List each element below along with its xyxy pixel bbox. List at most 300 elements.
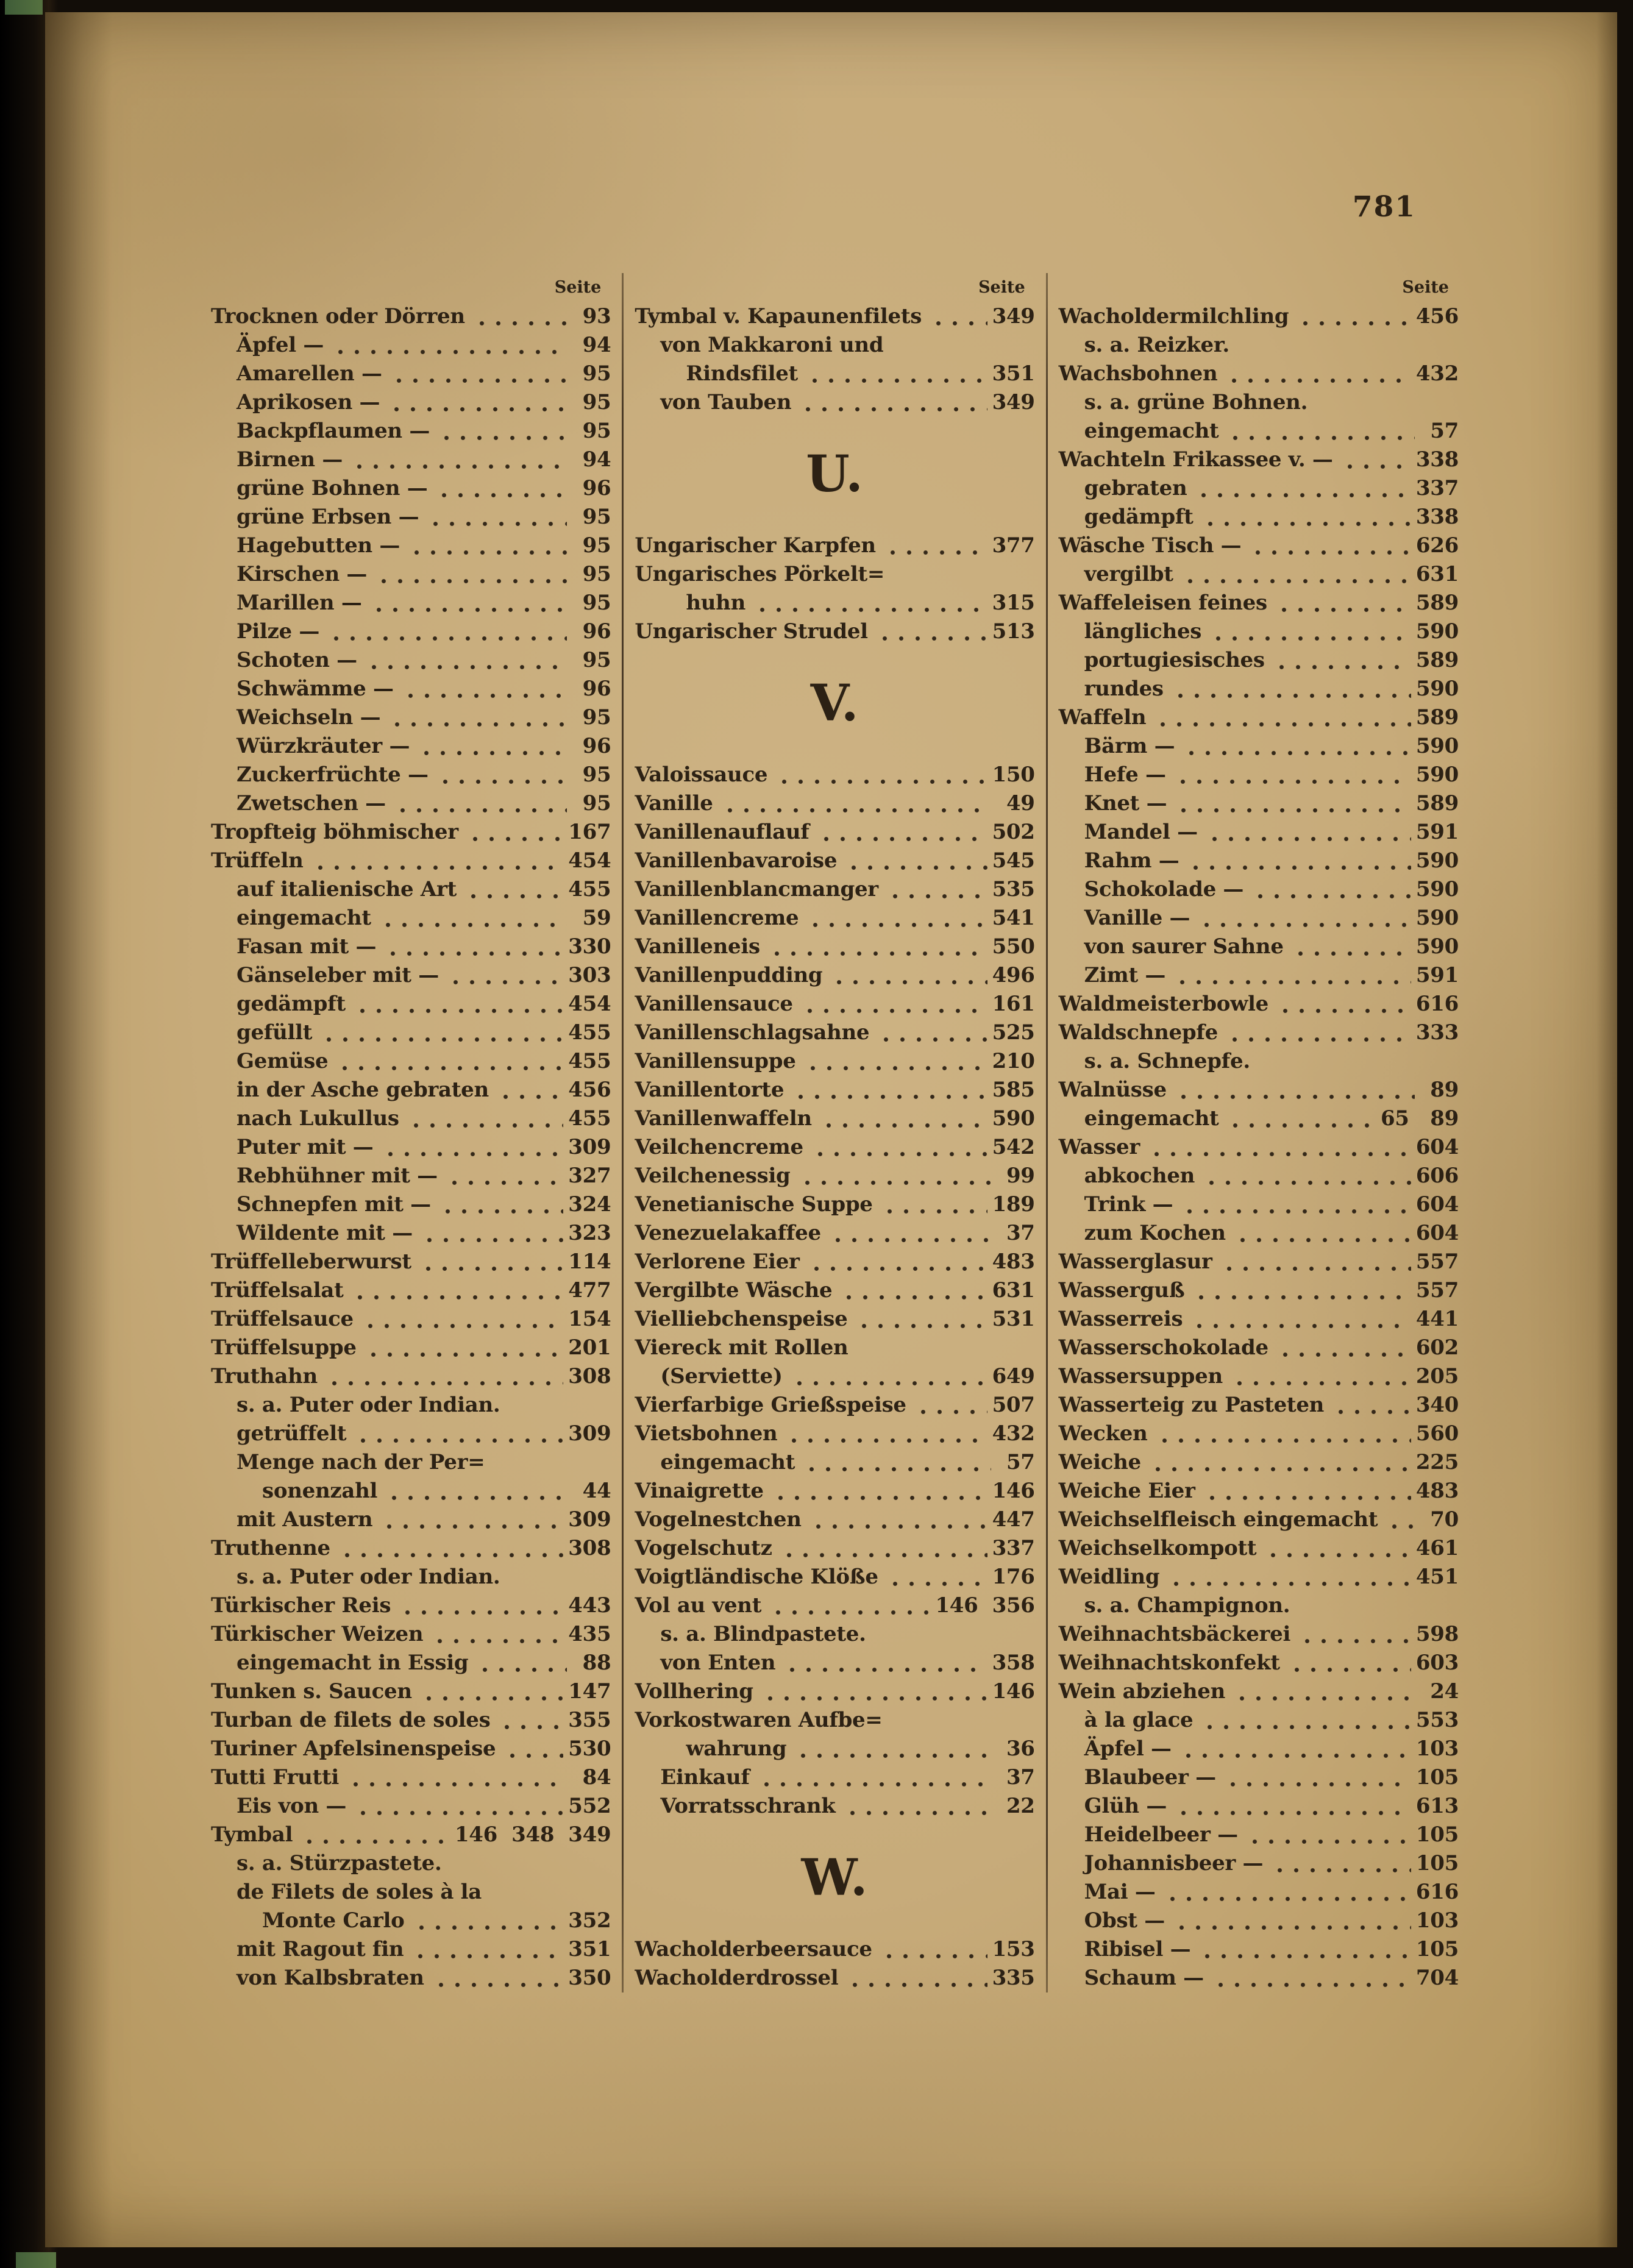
dot-leader — [1167, 1563, 1411, 1591]
entry-label: s. a. grüne Bohnen. — [1084, 390, 1308, 414]
entry-label: Turban de filets de soles — [211, 1708, 491, 1732]
entry-page: 456 — [568, 1078, 611, 1102]
entry-page: 315 — [992, 591, 1035, 615]
dot-leader — [1181, 560, 1411, 589]
entry-label: grüne Erbsen — — [237, 505, 419, 529]
index-entry — [635, 331, 1034, 360]
entry-label: Verlorene Eier — [635, 1250, 800, 1274]
entry-page: 631 — [992, 1278, 1035, 1303]
entry-page: 560 — [1415, 1421, 1459, 1446]
index-entry — [635, 1792, 1034, 1821]
entry-label: Vanille — [635, 791, 713, 816]
dot-leader — [800, 990, 987, 1018]
entry-page: 114 — [568, 1250, 611, 1274]
dot-leader — [446, 961, 563, 990]
dot-leader — [1245, 1821, 1411, 1849]
entry-label: Vanillentorte — [635, 1078, 784, 1102]
index-entry — [635, 1620, 1034, 1649]
entry-page: 303 — [568, 963, 611, 987]
entry-page: 432 — [992, 1421, 1035, 1446]
index-entry — [211, 1420, 611, 1448]
dot-leader — [809, 1505, 987, 1534]
index-entry — [635, 761, 1034, 789]
dot-leader — [335, 1047, 563, 1076]
entry-page: 451 — [1415, 1565, 1459, 1589]
dot-leader — [805, 360, 987, 388]
entry-label: Zimt — — [1084, 963, 1166, 987]
index-entry — [1059, 1219, 1459, 1248]
entry-label: (Serviette) — [660, 1364, 783, 1388]
dot-leader — [354, 1792, 563, 1821]
dot-leader — [1276, 1334, 1411, 1362]
entry-label: Weichselfleisch eingemacht — [1058, 1507, 1378, 1532]
dot-leader — [886, 1563, 987, 1591]
dot-leader — [830, 961, 987, 990]
entry-page: 616 — [1415, 1880, 1459, 1904]
entry-page: 590 — [1415, 877, 1459, 901]
index-entry — [1059, 1677, 1459, 1706]
entry-label: Wacholderdrossel — [635, 1966, 839, 1990]
entry-label: von Tauben — [660, 390, 792, 414]
dot-leader — [497, 1706, 563, 1735]
column-header-seite: Seite — [554, 278, 602, 297]
entry-label: Wasser — [1058, 1135, 1140, 1159]
index-entry — [1059, 560, 1459, 589]
entry-page: 590 — [1415, 848, 1459, 873]
dot-leader — [1296, 302, 1411, 331]
index-entry — [635, 1677, 1034, 1706]
dot-leader — [1201, 503, 1411, 531]
index-entry — [635, 1391, 1034, 1420]
dot-leader — [354, 1420, 563, 1448]
entry-page: 96 — [582, 734, 611, 758]
dot-leader — [385, 1477, 567, 1505]
index-entry — [1059, 1477, 1459, 1505]
entry-page: 95 — [582, 648, 611, 672]
index-entry — [211, 1706, 611, 1735]
entry-label: zum Kochen — [1084, 1221, 1226, 1245]
index-entry — [635, 531, 1034, 560]
dot-leader — [464, 875, 563, 904]
entry-label: rundes — [1084, 677, 1164, 701]
entry-label: Mandel — — [1084, 820, 1198, 844]
index-entry — [211, 1935, 611, 1964]
entry-page: 340 — [1415, 1393, 1459, 1417]
entry-label: Vanilleneis — [635, 934, 760, 959]
dot-leader — [1276, 990, 1411, 1018]
entry-label: Zwetschen — — [237, 791, 386, 816]
dot-leader — [1272, 646, 1411, 675]
dot-leader — [436, 761, 567, 789]
entry-page: 309 — [568, 1507, 611, 1532]
dot-leader — [472, 302, 567, 331]
dot-leader — [1211, 1964, 1411, 1992]
entry-label: eingemacht — [1084, 1106, 1219, 1131]
dot-leader — [369, 589, 567, 617]
index-entry — [211, 1477, 611, 1505]
dot-leader — [1179, 1735, 1411, 1763]
entry-page: 455 — [568, 877, 611, 901]
index-entry — [635, 388, 1034, 417]
entry-page: 99 — [1006, 1164, 1035, 1188]
index-entry — [211, 1276, 611, 1305]
entry-page: 94 — [582, 447, 611, 472]
entry-label: Vanillenwaffeln — [635, 1106, 812, 1131]
entry-page: 338 — [1415, 447, 1459, 472]
index-entry — [211, 1849, 611, 1878]
index-entry — [635, 875, 1034, 904]
section-heading: V. — [810, 674, 859, 733]
dot-leader — [769, 1591, 930, 1620]
binding-ribbon-top — [5, 0, 43, 15]
entry-page: 589 — [1415, 705, 1459, 730]
dot-leader — [828, 1219, 991, 1248]
index-entry — [635, 1935, 1034, 1964]
entry-label: Vorratsschrank — [660, 1794, 836, 1818]
entry-label: Wasserguß — [1058, 1278, 1185, 1303]
entry-page: 591 — [1415, 963, 1459, 987]
dot-leader — [807, 1248, 987, 1276]
dot-leader — [790, 1362, 987, 1391]
index-entry — [635, 1248, 1034, 1276]
index-entry — [1059, 1964, 1459, 1992]
index-entry — [1059, 703, 1459, 732]
entry-page: 557 — [1415, 1278, 1459, 1303]
entry-label: Glüh — — [1084, 1794, 1167, 1818]
entry-page: 455 — [568, 1049, 611, 1073]
index-entry — [211, 1104, 611, 1133]
dot-leader — [1173, 761, 1411, 789]
dot-leader — [338, 1534, 563, 1563]
index-entry — [635, 818, 1034, 847]
entry-label: von Kalbsbraten — [237, 1966, 424, 1990]
entry-page: 103 — [1415, 1908, 1459, 1933]
entry-page: 57 — [1006, 1450, 1035, 1474]
entry-label: s. a. Blindpastete. — [660, 1622, 866, 1646]
index-entry — [211, 617, 611, 646]
entry-label: Menge nach der Per= — [237, 1450, 485, 1474]
dot-leader — [843, 1792, 991, 1821]
index-entry — [635, 789, 1034, 818]
entry-page: 147 — [568, 1679, 611, 1704]
dot-leader — [1226, 417, 1415, 446]
dot-leader — [1251, 875, 1411, 904]
dot-leader — [1275, 589, 1411, 617]
entry-page: 606 — [1415, 1164, 1459, 1188]
index-entry — [1059, 961, 1459, 990]
entry-label: s. a. Puter oder Indian. — [237, 1393, 500, 1417]
entry-label: Vietsbohnen — [635, 1421, 778, 1446]
index-entry — [1059, 675, 1459, 703]
entry-label: Heidelbeer — — [1084, 1822, 1238, 1847]
entry-page: 88 — [582, 1651, 611, 1675]
entry-label: Vielliebchenspeise — [635, 1307, 848, 1331]
entry-page: 65 89 — [1380, 1106, 1459, 1131]
dot-leader — [806, 904, 987, 933]
index-entry — [1059, 1534, 1459, 1563]
index-entry — [211, 675, 611, 703]
dot-leader — [1194, 474, 1411, 503]
index-entry — [1059, 1849, 1459, 1878]
index-entry — [1059, 1276, 1459, 1305]
dot-leader — [784, 1420, 987, 1448]
dot-leader — [802, 1448, 991, 1477]
entry-page: 24 — [1430, 1679, 1459, 1704]
index-entry — [635, 1763, 1034, 1792]
index-entry — [635, 1420, 1034, 1448]
entry-page: 557 — [1415, 1250, 1459, 1274]
index-entry — [1059, 990, 1459, 1018]
index-entry — [211, 531, 611, 560]
dot-leader — [929, 302, 987, 331]
entry-page: 649 — [992, 1364, 1035, 1388]
entry-page: 455 — [568, 1020, 611, 1045]
entry-page: 167 — [568, 820, 611, 844]
entry-page: 37 — [1006, 1765, 1035, 1790]
entry-page: 704 — [1415, 1966, 1459, 1990]
entry-label: längliches — [1084, 619, 1202, 644]
entry-page: 454 — [568, 992, 611, 1016]
entry-label: Fasan mit — — [237, 934, 377, 959]
dot-leader — [780, 1534, 987, 1563]
entry-page: 95 — [582, 361, 611, 386]
index-entry — [1059, 1018, 1459, 1047]
index-entry — [211, 446, 611, 474]
dot-leader — [1287, 1649, 1411, 1677]
entry-label: Wachteln Frikassee v. — — [1058, 447, 1333, 472]
entry-label: s. a. Schnepfe. — [1084, 1049, 1250, 1073]
index-entry — [211, 1133, 611, 1162]
entry-label: Walnüsse — [1058, 1078, 1167, 1102]
entry-page: 330 — [568, 934, 611, 959]
index-entry — [1059, 904, 1459, 933]
entry-page: 146 348 349 — [454, 1822, 611, 1847]
index-entry — [635, 1018, 1034, 1047]
entry-page: 542 — [992, 1135, 1035, 1159]
index-entry — [635, 961, 1034, 990]
dot-leader — [1225, 1018, 1411, 1047]
index-entry — [635, 617, 1034, 646]
index-entry — [211, 1505, 611, 1534]
index-entry — [211, 1563, 611, 1591]
index-entry — [635, 1162, 1034, 1190]
dot-leader — [1202, 1162, 1411, 1190]
dot-leader — [1230, 1362, 1411, 1391]
index-entry — [211, 1763, 611, 1792]
entry-label: von Enten — [660, 1651, 776, 1675]
entry-page: 377 — [992, 533, 1035, 558]
index-entry — [1059, 1907, 1459, 1935]
dot-leader — [398, 1591, 563, 1620]
index-entry — [1059, 1104, 1459, 1133]
dot-leader — [883, 531, 987, 560]
dot-leader — [300, 1821, 450, 1849]
dot-leader — [393, 789, 567, 818]
index-entry — [1059, 1649, 1459, 1677]
entry-page: 96 — [582, 476, 611, 500]
index-entry — [1059, 1305, 1459, 1334]
index-entry — [1059, 818, 1459, 847]
entry-page: 205 — [1415, 1364, 1459, 1388]
dot-leader — [419, 1248, 563, 1276]
index-entry — [1059, 617, 1459, 646]
entry-page: 455 — [568, 1106, 611, 1131]
dot-leader — [350, 1276, 563, 1305]
entry-label: Weichseln — — [237, 705, 381, 730]
entry-page: 37 — [1006, 1221, 1035, 1245]
index-column-1 — [211, 273, 622, 1992]
index-entry — [211, 503, 611, 531]
entry-label: Vanillensauce — [635, 992, 793, 1016]
dot-leader — [1190, 1305, 1411, 1334]
index-entry — [211, 1792, 611, 1821]
index-entry — [1059, 1821, 1459, 1849]
entry-label: Einkauf — [660, 1765, 750, 1790]
dot-leader — [430, 1620, 563, 1649]
dot-leader — [775, 761, 987, 789]
entry-label: Vanillenpudding — [635, 963, 823, 987]
index-entry — [1059, 589, 1459, 617]
entry-page: 89 — [1430, 1078, 1459, 1102]
entry-label: Weiche Eier — [1058, 1479, 1195, 1503]
entry-page: 95 — [582, 419, 611, 443]
entry-page: 590 — [1415, 619, 1459, 644]
section-heading: W. — [801, 1849, 869, 1907]
entry-page: 337 — [992, 1536, 1035, 1560]
dot-leader — [767, 933, 987, 961]
entry-label: Venezuelakaffee — [635, 1221, 821, 1245]
entry-page: 95 — [582, 533, 611, 558]
entry-page: 327 — [568, 1164, 611, 1188]
entry-label: Wacholdermilchling — [1058, 304, 1289, 329]
index-entry — [1059, 503, 1459, 531]
entry-page: 95 — [582, 791, 611, 816]
index-entry — [1059, 388, 1459, 417]
entry-label: Backpflaumen — — [237, 419, 430, 443]
entry-page: 589 — [1415, 648, 1459, 672]
index-entry — [1059, 875, 1459, 904]
entry-page: 324 — [568, 1192, 611, 1217]
dot-leader — [1385, 1505, 1415, 1534]
dot-leader — [365, 646, 567, 675]
index-entry — [1059, 1448, 1459, 1477]
entry-label: Marillen — — [237, 591, 362, 615]
entry-page: 146 — [992, 1479, 1035, 1503]
dot-leader — [1225, 360, 1411, 388]
entry-label: Trüffelleberwurst — [211, 1250, 411, 1274]
entry-label: getrüffelt — [237, 1421, 347, 1446]
entry-page: 153 — [992, 1937, 1035, 1961]
entry-page: 447 — [992, 1507, 1035, 1532]
entry-page: 57 — [1430, 419, 1459, 443]
entry-page: 613 — [1415, 1794, 1459, 1818]
entry-page: 435 — [568, 1622, 611, 1646]
dot-leader — [401, 675, 567, 703]
index-entry — [211, 1620, 611, 1649]
dot-leader — [319, 1018, 563, 1047]
entry-label: Wasserteig zu Pasteten — [1058, 1393, 1325, 1417]
index-entry — [635, 1362, 1034, 1391]
index-entry — [1059, 732, 1459, 761]
dot-leader — [1174, 789, 1411, 818]
entry-label: Waldschnepfe — [1058, 1020, 1218, 1045]
dot-leader — [426, 503, 567, 531]
entry-page: 598 — [1415, 1622, 1459, 1646]
entry-page: 456 — [1415, 304, 1459, 329]
entry-label: s. a. Reizker. — [1084, 333, 1229, 357]
index-entry — [635, 847, 1034, 875]
entry-label: vergilbt — [1084, 562, 1173, 586]
dot-leader — [839, 1276, 987, 1305]
dot-leader — [420, 1219, 563, 1248]
page-number: 781 — [1352, 190, 1416, 224]
dot-leader — [1298, 1620, 1411, 1649]
index-entry — [1059, 1162, 1459, 1190]
dot-leader — [417, 732, 567, 761]
entry-label: Venetianische Suppe — [635, 1192, 873, 1217]
dot-leader — [803, 1047, 987, 1076]
entry-label: Tropfteig böhmischer — [211, 820, 458, 844]
dot-leader — [346, 1763, 567, 1792]
index-entry — [1059, 1362, 1459, 1391]
column-body — [635, 302, 1034, 1992]
index-entry — [211, 732, 611, 761]
entry-page: 358 — [992, 1651, 1035, 1675]
dot-leader — [819, 1104, 987, 1133]
entry-page: 553 — [1415, 1708, 1459, 1732]
index-entry — [635, 1591, 1034, 1620]
column-header-seite: Seite — [1402, 278, 1449, 297]
entry-label: abkochen — [1084, 1164, 1195, 1188]
dot-leader — [1180, 1190, 1411, 1219]
entry-label: eingemacht — [237, 906, 371, 930]
entry-page: 93 — [582, 304, 611, 329]
entry-label: Trüffelsalat — [211, 1278, 344, 1303]
dot-leader — [761, 1677, 987, 1706]
dot-leader — [438, 1190, 563, 1219]
entry-page: 604 — [1415, 1221, 1459, 1245]
index-entry — [211, 1821, 611, 1849]
entry-page: 337 — [1415, 476, 1459, 500]
dot-leader — [817, 818, 987, 847]
entry-label: Schaum — — [1084, 1966, 1204, 1990]
entry-page: 552 — [568, 1794, 611, 1818]
index-entry — [1059, 1076, 1459, 1104]
dot-leader — [1173, 961, 1411, 990]
dot-leader — [1182, 732, 1411, 761]
entry-page: 589 — [1415, 791, 1459, 816]
entry-label: Weihnachtsbäckerei — [1058, 1622, 1291, 1646]
entry-label: mit Ragout fin — [237, 1937, 404, 1961]
entry-label: Johannisbeer — — [1084, 1851, 1264, 1875]
binding-ribbon-bottom — [16, 2252, 56, 2268]
entry-label: auf italienische Art — [237, 877, 457, 901]
entry-page: 95 — [582, 591, 611, 615]
dot-leader — [791, 1076, 987, 1104]
entry-label: Birnen — — [237, 447, 343, 472]
dot-leader — [374, 560, 567, 589]
entry-label: Tymbal — [211, 1822, 293, 1847]
entry-label: von Makkaroni und — [660, 333, 884, 357]
dot-leader — [1331, 1391, 1411, 1420]
entry-label: mit Austern — [237, 1507, 373, 1532]
dot-leader — [1233, 1219, 1411, 1248]
entry-label: Weidling — [1058, 1565, 1160, 1589]
entry-label: gedämpft — [1084, 505, 1194, 529]
index-entry — [1059, 1505, 1459, 1534]
entry-label: eingemacht in Essig — [237, 1651, 469, 1675]
dot-leader — [886, 875, 987, 904]
